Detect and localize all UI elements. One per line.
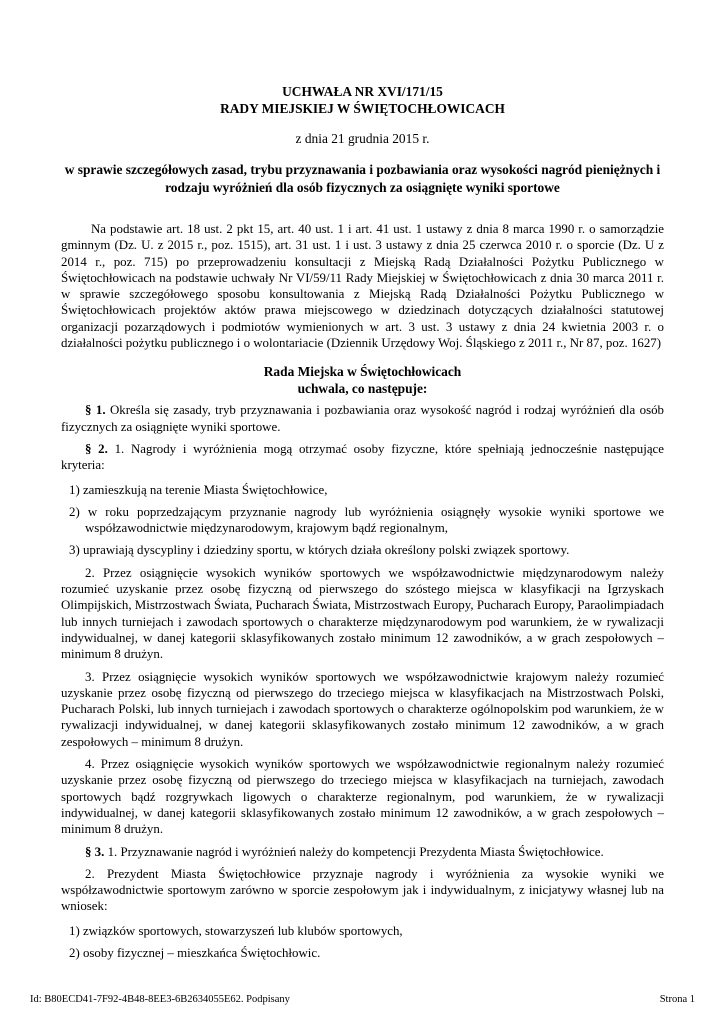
document-page: [61, 0, 664, 961]
page-number: Strona 1: [659, 994, 695, 1005]
list-item: 2) w roku poprzedzającym przyznanie nagrody lub wyróżnienia osiągnęły wysokie wyniki sportowe we współzawodnictwie międzynarodowym, krajowym bądź regionalnym,: [69, 504, 664, 536]
section-2-mark: § 2.: [85, 441, 108, 456]
document-id: Id: B80ECD41-7F92-4B48-8EE3-6B2634055E62. Podpisany: [30, 994, 290, 1005]
list-item: 3) uprawiają dyscypliny i dziedziny sportu, w których działa określony polski związek sportowy.: [69, 543, 570, 558]
section-3-mark: § 3.: [85, 844, 105, 859]
section-1: [61, 402, 664, 435]
council-heading: Rada Miejska w Świętochłowicach: [263, 364, 462, 380]
council-resolves: uchwala, co następuje:: [297, 381, 428, 397]
legal-basis-preamble: Na podstawie art. 18 ust. 2 pkt 15, art. 40 ust. 1 i art. 41 ust. 1 ustawy z dnia 8 marca 1990 r. o samorządzie gminnym (Dz. U. z 2015 r., poz. 1515), art. 31 ust. 1 i ust. 3 ustawy z dnia 25 czerwca 2010 r. o sporcie (Dz. U z 2014 r., poz. 715) po przeprowadzeniu konsultacji z Miejską Radą Działalności Pożytku Publicznego w Świętochłowicach na podstawie uchwały Nr VI/59/11 Rady Miejskiej w Świętochłowicach z dnia 30 marca 2011 r. w sprawie szczegółowego sposobu konsultowania z Miejską Radą Działalności Pożytku Publicznego w Świętochłowicach projektów aktów prawa miejscowego w dziedzinach dotyczących działalności statutowej organizacji pozarządowych i podmiotów wymienionych w art. 3 ust. 3 ustawy z dnia 24 kwietnia 2003 r. o działalności pożytku publicznego i o wolontariacie (Dziennik Urzędowy Woj. Śląskiego z 2011 r., Nr 87, poz. 1627): [61, 222, 664, 351]
list-item: 2) osoby fizycznej – mieszkańca Świętochłowic.: [69, 945, 321, 960]
section-2-paragraph-1: [61, 441, 664, 474]
list-item: 1) zamieszkują na terenie Miasta Świętochłowice,: [69, 482, 328, 497]
section-1-text: Określa się zasady, tryb przyznawania i pozbawiania oraz wysokość nagród i rodzaj wyróżnień dla osób fizycznych za osiągnięte wyniki sportowe.: [61, 403, 664, 434]
section-2-paragraph-3: 3. Przez osiągnięcie wysokich wyników sportowych we współzawodnictwie krajowym należy rozumieć uzyskanie przez osobę fizyczną od pierwszego do trzeciego miejsca w klasyfikacjach na Mistrzostwach Polski, Pucharach Polski, lub innych turniejach i zawodach sportowych o charakterze ogólnopolskim pod warunkiem, że w rywalizacji indywidualnej, w danej kategorii sklasyfikowanych zostało minimum 12 zawodników, a w grach zespołowych – minimum 8 drużyn.: [61, 669, 664, 749]
section-3-paragraph-1: [61, 844, 664, 860]
resolution-subject: w sprawie szczegółowych zasad, trybu przyznawania i pozbawiania oraz wysokości nagród pieniężnych i rodzaju wyróżnień dla osób fizycznych za osiągnięte wyniki sportowe: [64, 162, 661, 195]
section-1-mark: § 1.: [85, 403, 106, 418]
list-item: 1) związków sportowych, stowarzyszeń lub klubów sportowych,: [69, 923, 403, 938]
section-3-text: 1. Przyznawanie nagród i wyróżnień należy do kompetencji Prezydenta Miasta Świętochłowice.: [104, 844, 604, 859]
resolution-title: UCHWAŁA NR XVI/171/15: [282, 84, 443, 99]
section-2-paragraph-2: 2. Przez osiągnięcie wysokich wyników sportowych we współzawodnictwie międzynarodowym należy rozumieć uzyskanie przez osobę fizyczną od pierwszego do szóstego miejsca w klasyfikacji na Igrzyskach Olimpijskich, Mistrzostwach Świata, Pucharach Świata, Mistrzostwach Europy, Pucharach Europy, Paraolimpiadach lub innych turniejach i zawodach sportowych o charakterze międzynarodowym pod warunkiem, że w rywalizacji indywidualnej, w danej kategorii sklasyfikowanych zostało minimum 12 zawodników, a w grach zespołowych – minimum 8 drużyn.: [61, 565, 664, 662]
section-2-paragraph-4: 4. Przez osiągnięcie wysokich wyników sportowych we współzawodnictwie regionalnym należy rozumieć uzyskanie przez osobę fizyczną od pierwszego do trzeciego miejsca w klasyfikacjach na turniejach, zawodach sportowych bądź rozgrywkach ligowych o charakterze regionalnym, pod warunkiem, że w rywalizacji indywidualnej, w danej kategorii sklasyfikowanych zostało minimum 12 zawodników, a w grach zespołowych – minimum 8 drużyn.: [61, 757, 664, 837]
council-title: RADY MIEJSKIEJ W ŚWIĘTOCHŁOWICACH: [220, 101, 505, 116]
section-2-text: 1. Nagrody i wyróżnienia mogą otrzymać osoby fizyczne, które spełniają jednocześnie następujące kryteria:: [61, 441, 664, 473]
resolution-date: z dnia 21 grudnia 2015 r.: [295, 131, 430, 146]
section-3-paragraph-2: 2. Prezydent Miasta Świętochłowice przyznaje nagrody i wyróżnienia za wysokie wyniki we współzawodnictwie sportowym zarówno w sporcie zespołowym jak i indywidualnym, z inicjatywy własnej lub na wniosek:: [61, 866, 664, 914]
